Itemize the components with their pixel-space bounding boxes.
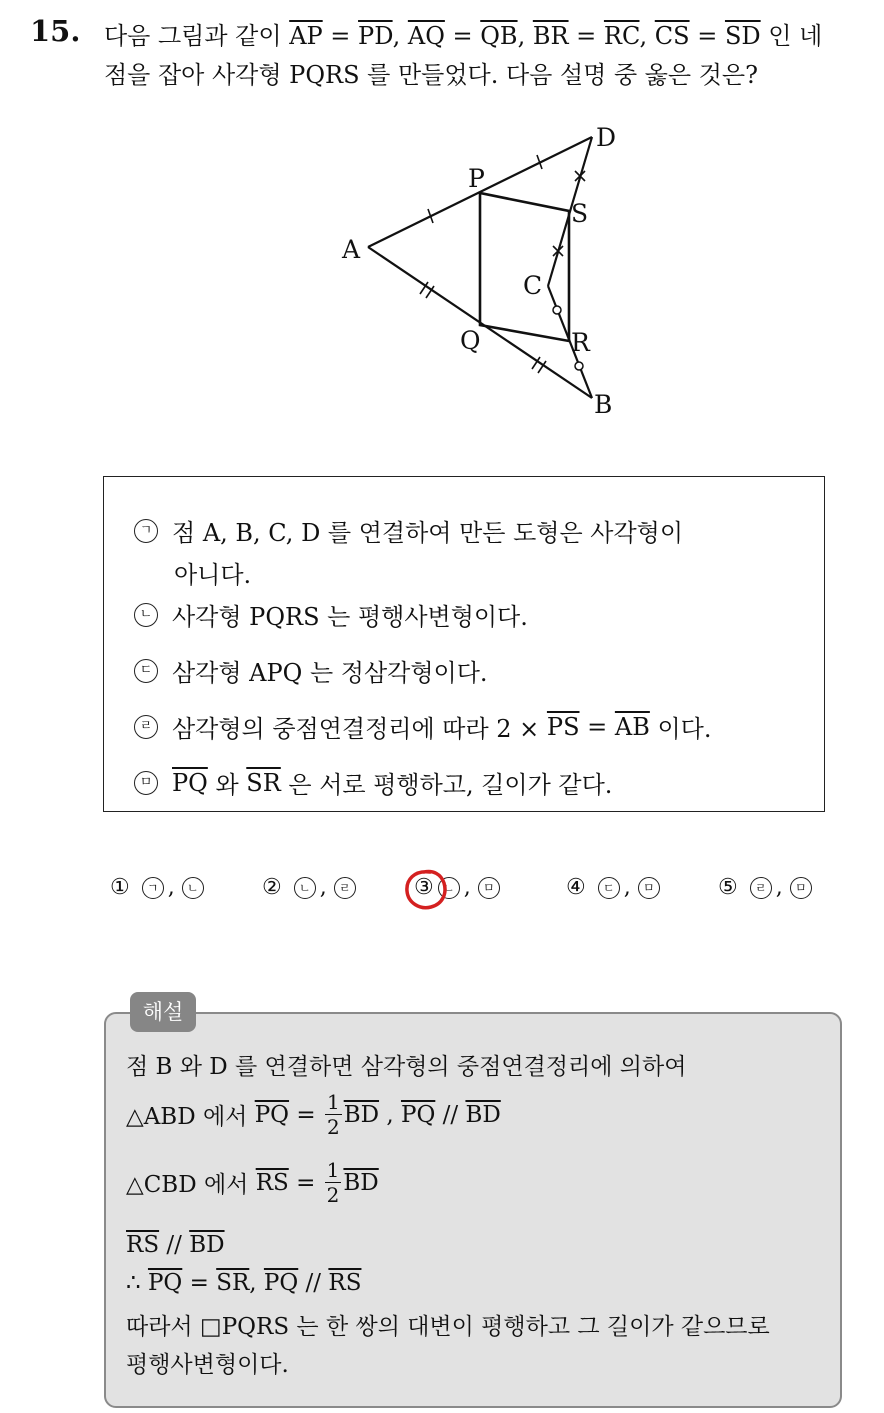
choice-3-mark-a: ㄴ <box>438 877 460 899</box>
q-text: 인 네 <box>760 22 823 50</box>
frac-den: 2 <box>326 1183 340 1207</box>
sol4-seg-bd: $\overline{BD}$ <box>189 1232 225 1258</box>
segment-ap: $\overline{AP}$ <box>289 22 323 50</box>
sol4-par: // <box>159 1232 190 1258</box>
solution-line-7: 평행사변형이다. <box>126 1352 289 1378</box>
solution-line-6: 따라서 □PQRS 는 한 쌍의 대변이 평행하고 그 길이가 같으므로 <box>126 1314 770 1340</box>
sol5-comma: , <box>249 1270 264 1296</box>
choice-4-number: ④ <box>566 875 586 900</box>
segment-ab: $\overline{AB}$ <box>614 712 650 741</box>
solution-line-2 <box>126 1092 501 1137</box>
q-eq: = <box>322 22 359 50</box>
sol3-seg-bd: $\overline{BD}$ <box>343 1169 379 1196</box>
statements-box <box>103 476 825 812</box>
selection-stroke <box>407 871 445 907</box>
choice-3-mark-b: ㅁ <box>478 877 500 899</box>
label-p: P <box>468 164 485 193</box>
choice-1-number: ① <box>110 875 130 900</box>
label-s: S <box>571 199 589 228</box>
fraction-half <box>325 1160 342 1205</box>
mark-rieul: ㄹ <box>134 715 158 739</box>
sol3-seg-rs: $\overline{RS}$ <box>255 1169 289 1196</box>
q-comma: , <box>517 22 533 50</box>
choice-5-mark-a: ㄹ <box>750 877 772 899</box>
mark-mieum: ㅁ <box>134 771 158 795</box>
q-text: 다음 그림과 같이 <box>104 22 290 50</box>
label-r: R <box>571 328 590 357</box>
sol2-seg-pq2: $\overline{PQ}$ <box>400 1101 436 1128</box>
q-comma: , <box>392 22 408 50</box>
statement-4-post: 이다. <box>649 715 712 743</box>
choice-5[interactable]: ⑤ ㄹ , ㅁ <box>718 875 816 900</box>
sol5-seg-sr: $\overline{SR}$ <box>216 1270 250 1296</box>
statement-5 <box>134 765 612 800</box>
statement-3 <box>134 653 488 688</box>
statement-1-cont: 아니다. <box>174 561 252 589</box>
quadrilateral-pqrs <box>480 193 569 341</box>
label-b: B <box>594 390 613 419</box>
choice-3-number: ③ <box>414 875 434 900</box>
sol2-pre: △ABD 에서 <box>126 1104 255 1130</box>
segment-cs: $\overline{CS}$ <box>654 22 690 50</box>
choice-2[interactable]: ② ㄴ , ㄹ <box>262 875 360 900</box>
sol5-seg-rs: $\overline{RS}$ <box>328 1270 362 1296</box>
mark-nieun: ㄴ <box>134 603 158 627</box>
choice-2-mark-b: ㄹ <box>334 877 356 899</box>
q-comma: , <box>639 22 655 50</box>
statement-2-text: 사각형 PQRS 는 평행사변형이다. <box>172 603 528 631</box>
segment-br: $\overline{BR}$ <box>532 22 569 50</box>
sol2-seg-pq: $\overline{PQ}$ <box>254 1101 290 1128</box>
q-eq: = <box>689 22 725 50</box>
statement-1 <box>134 513 683 548</box>
selected-answer-circle <box>400 864 454 916</box>
mark-giyeok: ㄱ <box>134 519 158 543</box>
fraction-half <box>325 1092 342 1137</box>
sol2-par: // <box>435 1101 466 1128</box>
solution-tag: 해설 <box>130 992 196 1032</box>
choice-5-mark-b: ㅁ <box>790 877 812 899</box>
circle-mark-br <box>575 362 583 370</box>
sol2-seg-bd2: $\overline{BD}$ <box>465 1101 501 1128</box>
statement-1-text: 점 A, B, C, D 를 연결하여 만든 도형은 사각형이 <box>172 519 684 547</box>
segment-sd: $\overline{SD}$ <box>724 22 761 50</box>
solution-line-1: 점 B 와 D 를 연결하면 삼각형의 중점연결정리에 의하여 <box>126 1054 687 1080</box>
segment-aq: $\overline{AQ}$ <box>407 22 445 50</box>
sol2-eq: = <box>289 1101 323 1128</box>
geometry-figure <box>0 0 884 440</box>
question-number: 15. <box>30 14 81 48</box>
choice-2-number: ② <box>262 875 282 900</box>
label-d: D <box>596 123 617 152</box>
q-eq: = <box>444 22 481 50</box>
statement-5-post: 은 서로 평행하고, 길이가 같다. <box>280 771 613 799</box>
choice-5-number: ⑤ <box>718 875 738 900</box>
frac-num: 1 <box>326 1158 340 1182</box>
solution-line-3 <box>126 1160 379 1205</box>
sol5-par: // <box>298 1270 329 1296</box>
statement-4-mid: = <box>579 712 615 741</box>
sol3-eq: = <box>288 1169 323 1196</box>
statement-2 <box>134 597 528 632</box>
solution-line-4 <box>126 1232 225 1258</box>
sol3-pre: △CBD 에서 <box>126 1172 256 1198</box>
segment-pd: $\overline{PD}$ <box>358 22 393 50</box>
sol5-seg-pq: $\overline{PQ}$ <box>147 1270 183 1296</box>
circle-mark-rc <box>553 306 561 314</box>
choice-1-mark-b: ㄴ <box>182 877 204 899</box>
choice-1-mark-a: ㄱ <box>142 877 164 899</box>
sol4-seg-rs: $\overline{RS}$ <box>126 1232 160 1258</box>
choice-4-mark-b: ㅁ <box>638 877 660 899</box>
choice-1[interactable]: ① ㄱ , ㄴ <box>110 875 208 900</box>
frac-num: 1 <box>326 1090 340 1114</box>
choice-2-mark-a: ㄴ <box>294 877 316 899</box>
choice-4[interactable]: ④ ㄷ , ㅁ <box>566 875 664 900</box>
segment-ps: $\overline{PS}$ <box>546 712 580 741</box>
statement-5-mid: 와 <box>207 771 247 799</box>
solution-box <box>104 1012 842 1408</box>
sol5-pre: ∴ <box>126 1270 148 1296</box>
label-a: A <box>342 235 361 264</box>
solution-line-5 <box>126 1270 361 1296</box>
sol2-sep: , <box>379 1101 401 1128</box>
segment-qb: $\overline{QB}$ <box>480 22 518 50</box>
choice-4-mark-a: ㄷ <box>598 877 620 899</box>
label-c: C <box>523 271 543 300</box>
sol5-seg-pq2: $\overline{PQ}$ <box>263 1270 299 1296</box>
label-q: Q <box>460 326 481 355</box>
sol2-seg-bd: $\overline{BD}$ <box>343 1101 380 1128</box>
segment-pq: $\overline{PQ}$ <box>172 768 208 797</box>
statement-3-text: 삼각형 APQ 는 정삼각형이다. <box>172 659 488 687</box>
segment-rc: $\overline{RC}$ <box>603 22 640 50</box>
statement-4-pre: 삼각형의 중점연결정리에 따라 2 × <box>172 715 547 743</box>
choice-3[interactable]: ③ ㄴ , ㅁ <box>414 875 504 900</box>
frac-den: 2 <box>326 1115 340 1139</box>
mark-digeut: ㄷ <box>134 659 158 683</box>
segment-sr: $\overline{SR}$ <box>246 768 281 797</box>
statement-4 <box>134 709 712 744</box>
q-eq: = <box>568 22 604 50</box>
question-line-2: 점을 잡아 사각형 PQRS 를 만들었다. 다음 설명 중 옳은 것은? <box>104 61 758 89</box>
sol5-eq: = <box>182 1270 217 1296</box>
